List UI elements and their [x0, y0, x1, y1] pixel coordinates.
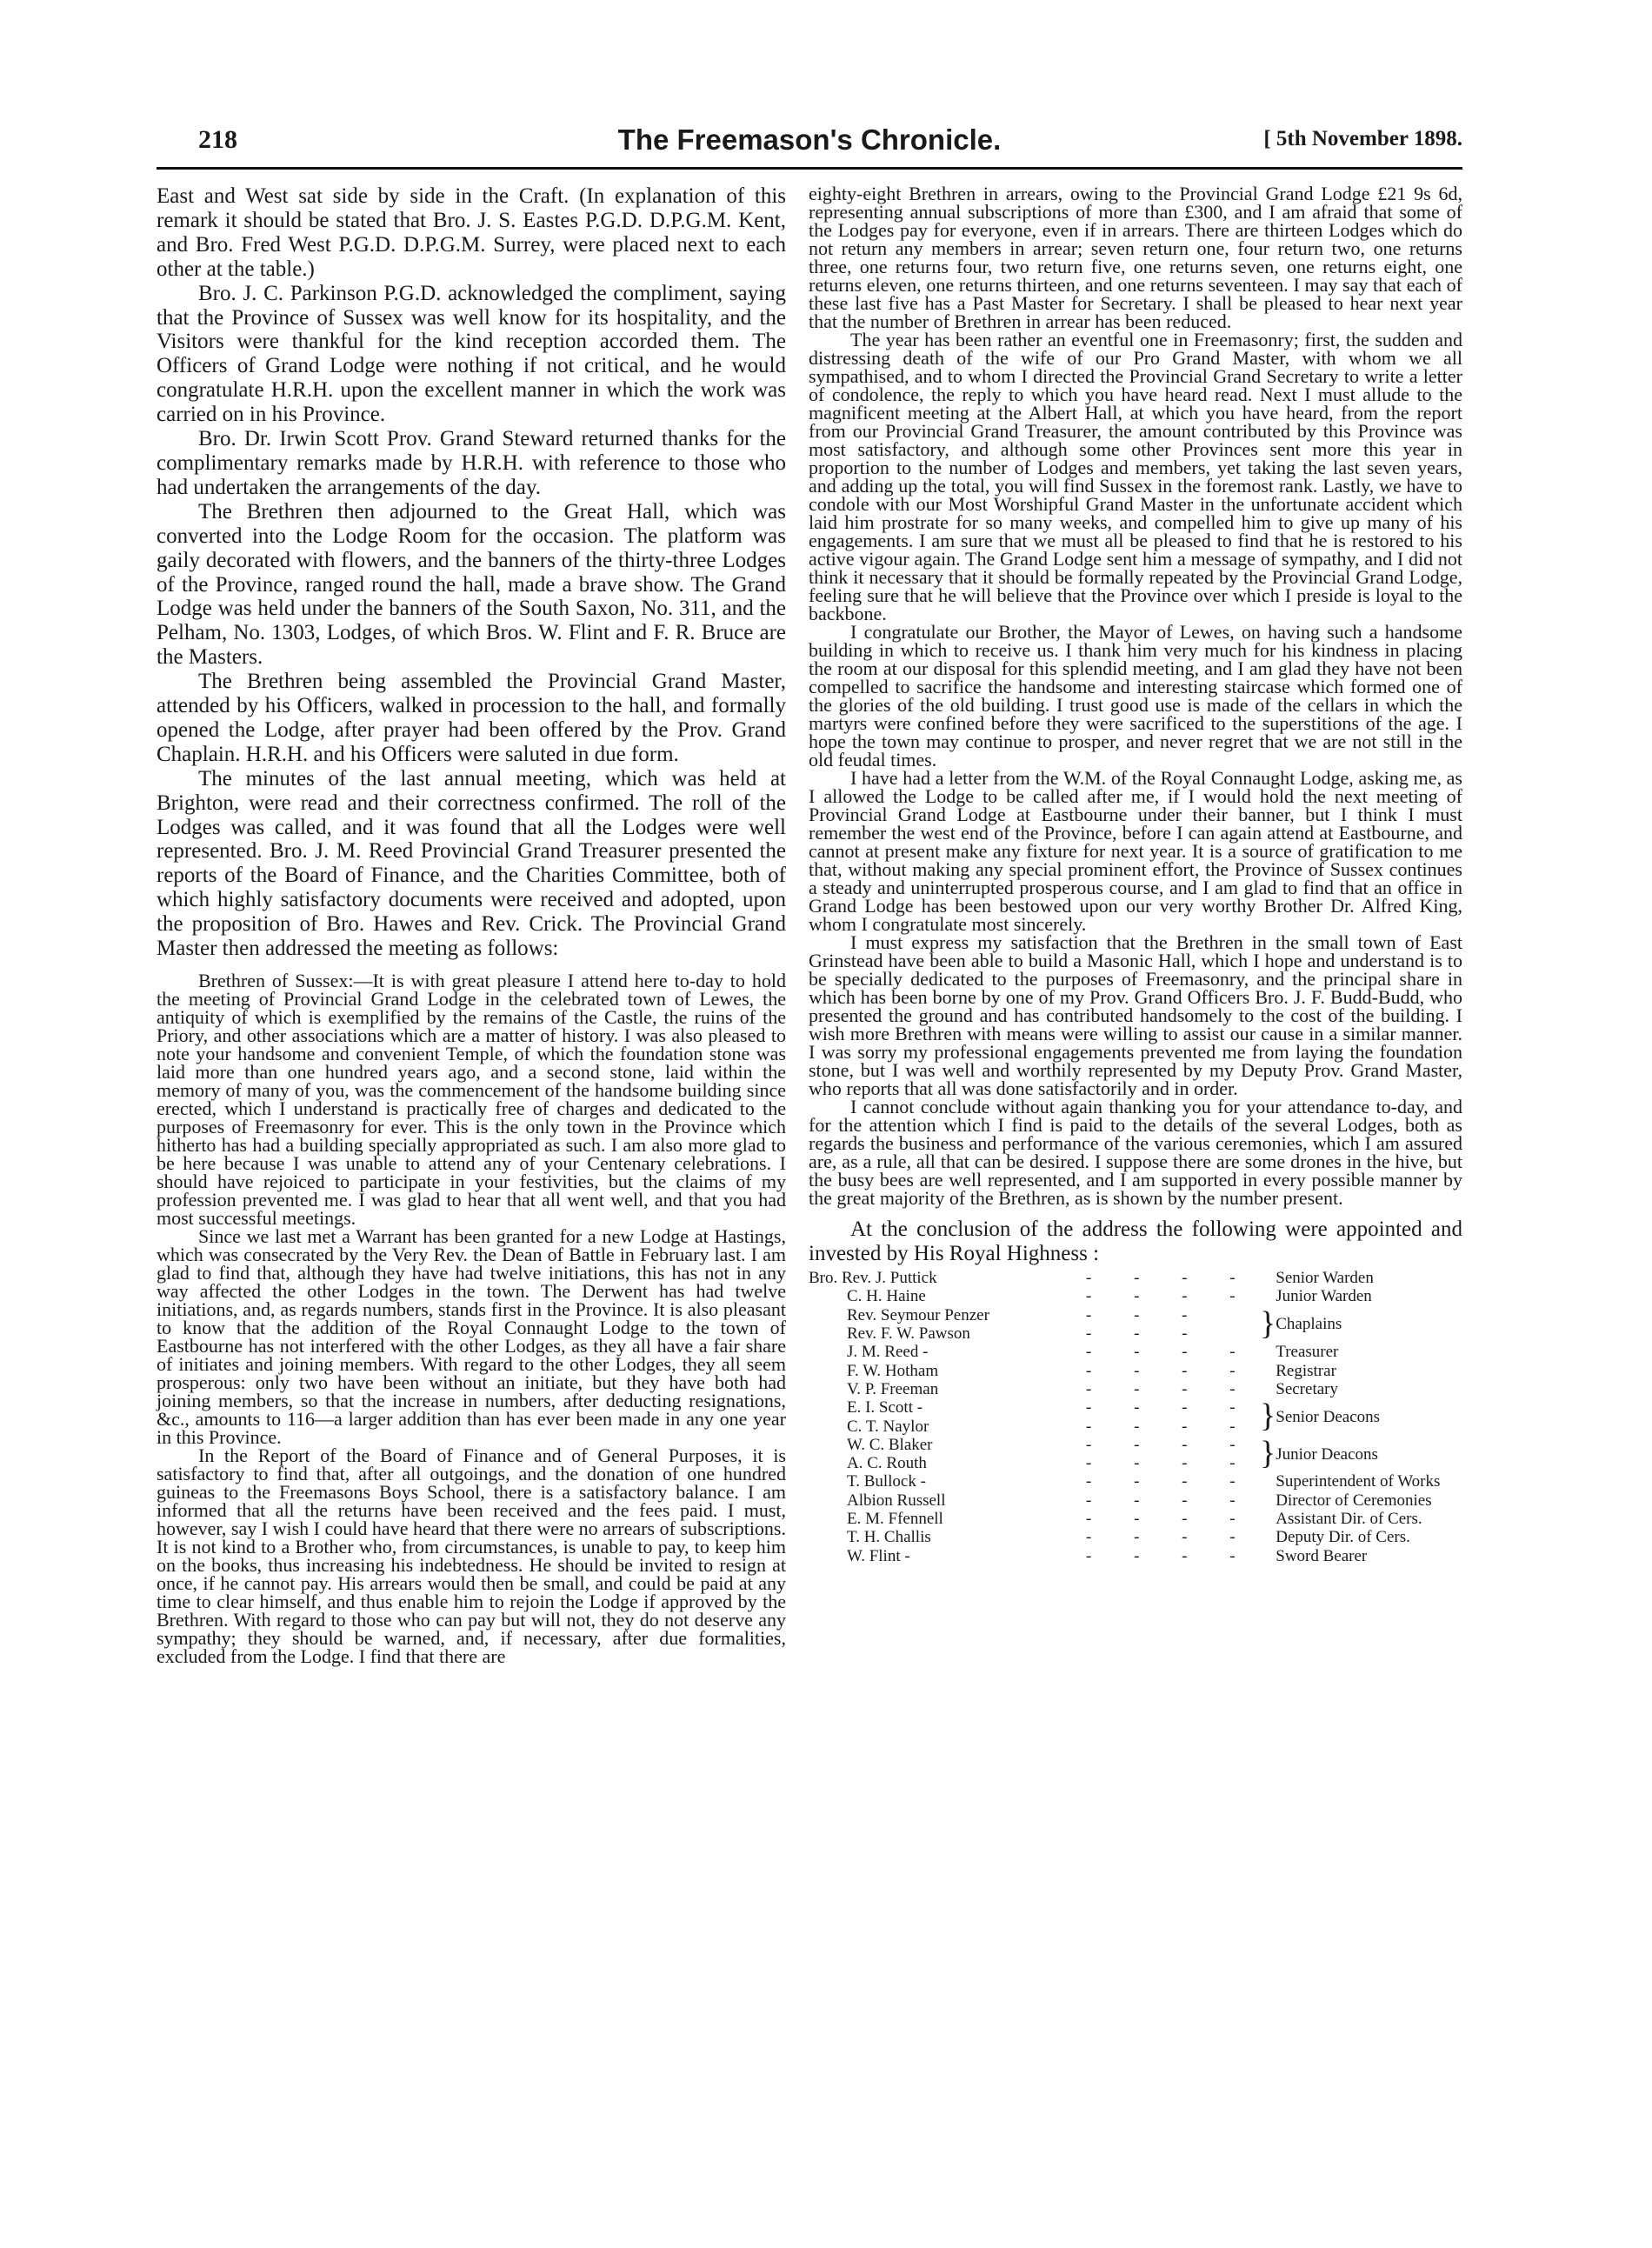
page-header [157, 125, 1462, 158]
officer-name: E. M. Ffennell [847, 1510, 943, 1529]
page-number: 218 [198, 125, 237, 154]
leader-dashes: - - - - [1086, 1546, 1255, 1565]
right-column [809, 184, 1462, 1565]
address-continued [809, 184, 1462, 1207]
report-paragraph: Bro. Dr. Irwin Scott Prov. Grand Steward returned thanks for the complimentary remarks made by H.R.H. with reference to those who had undertaken the arrangements of the day. [157, 427, 786, 499]
address-section [157, 971, 786, 1665]
leader-dashes: - - - - [1086, 1269, 1255, 1288]
leader-dashes: - - - - [1086, 1379, 1255, 1398]
leader-dashes: - - - - [1086, 1398, 1255, 1418]
publication-title: The Freemason's Chronicle. [617, 123, 1002, 156]
officer-row [809, 1491, 1440, 1510]
officer-row [809, 1398, 1440, 1417]
officer-office: Superintendent of Works [1276, 1472, 1441, 1491]
officer-row [809, 1362, 1440, 1380]
officer-row [809, 1306, 1440, 1324]
leader-dashes: - - - - [1086, 1343, 1255, 1362]
report-paragraph: The Brethren being assembled the Provincial Grand Master, attended by his Officers, walked in procession to the hall, and formally opened the Lodge, after prayer had been offered by the Prov. Grand Chaplain. H.R.H. and his Officers were saluted in due form. [157, 670, 786, 766]
address-paragraph: In the Report of the Board of Finance and of General Purposes, it is satisfactory to find that, after all outgoings, and the donation of one hundred guineas to the Freemasons Boys School, there is a satisfactory balance. I am informed that all the returns have been received and the fees paid. I must, however, say I wish I could have heard that there were no arrears of subscriptions. It is not kind to a Brother who, from circumstances, is unable to pay, to keep him on the books, thus increasing his indebtedness. He should be invited to resign at once, if he cannot pay. His arrears would then be small, and could be paid at any time to clear himself, and thus enable him to rejoin the Lodge if approved by the Brethren. With regard to those who can pay but will not, they do not deserve any sympathy; they should be warned, and, if necessary, after due formalities, excluded from the Lodge. I find that there are [157, 1444, 786, 1667]
officer-name: V. P. Freeman [847, 1379, 939, 1398]
leader-dashes: - - - - [1086, 1491, 1255, 1510]
address-paragraph: The year has been rather an eventful one in Freemasonry; first, the sudden and distressing death of the wife of our Pro Grand Master, with whom we all sympathised, and to whom I directed the Provincial Grand Secretary to write a letter of condolence, the reply to which you have heard read. Next I must allude to the magnificent meeting at the Albert Hall, at which you have heard, from the report from our Provincial Grand Treasurer, the amount contributed by this Province was most satisfactory, and although some other Provinces sent more this year in proportion to the number of Lodges and members, yet taking the last seven years, and adding up the total, you will find Sussex in the foremost rank. Lastly, we have to condole with our Most Worshipful Grand Master in the unfortunate accident which laid him prostrate for so many weeks, and compelled him to give up many of his engagements. I am sure that we must all be pleased to find that he is restored to his active vigour again. The Grand Lodge sent him a message of sympathy, and I did not think it necessary that it should be formally repeated by the Provincial Grand Lodge, feeling sure that he will believe that the Province over which I preside is loyal to the backbone. [809, 329, 1462, 624]
officer-name: C. H. Haine [847, 1287, 926, 1306]
leader-dashes: - - - - [1086, 1417, 1255, 1436]
officer-row [809, 1436, 1440, 1454]
officer-name: J. M. Reed - [847, 1343, 929, 1362]
officer-office: Deputy Dir. of Cers. [1276, 1528, 1410, 1547]
officer-name: F. W. Hotham [847, 1361, 939, 1380]
brace-icon: } [1260, 1397, 1276, 1435]
address-paragraph: I have had a letter from the W.M. of the Royal Connaught Lodge, asking me, as I allowed the Lodge to be called after me, if I would hold the next meeting of Provincial Grand Lodge at Eastbourne under their banner, but I think I must remember the west end of the Province, before I can again attend at Eastbourne, and cannot at present make any fixture for next year. It is a source of gratification to me that, without making any special prominent effort, the Province of Sussex continues a steady and uninterrupted prosperous course, and I am glad to find that an office in Grand Lodge has been bestowed upon our very worthy Brother Dr. Alfred King, whom I congratulate most sincerely. [809, 767, 1462, 935]
officer-office: Assistant Dir. of Cers. [1276, 1510, 1422, 1529]
officer-row [809, 1269, 1440, 1287]
officer-row [809, 1547, 1440, 1565]
appointments-intro-block [809, 1217, 1462, 1265]
left-column [157, 184, 786, 1665]
officer-name: W. Flint - [847, 1546, 910, 1565]
officer-name: Rev. Seymour Penzer [847, 1305, 989, 1324]
address-paragraph: eighty-eight Brethren in arrears, owing to the Provincial Grand Lodge £21 9s 6d, representing annual subscriptions of more than £300, and I am afraid that some of the Lodges pay for everyone, even if in arrears. There are thirteen Lodges which do not return any members in arrear; seven return one, four return two, one returns three, one returns four, two return five, one returns seven, one returns eight, one returns eleven, one returns thirteen, and one returns seventeen. I may say that each of these last five has a Past Master for Secretary. I shall be pleased to hear next year that the number of Brethren in arrear has been reduced. [809, 183, 1462, 332]
report-paragraph: East and West sat side by side in the Craft. (In explanation of this remark it should be stated that Bro. J. S. Eastes P.G.D. D.P.G.M. Kent, and Bro. Fred West P.G.D. D.P.G.M. Surrey, were placed next to each other at the table.) [157, 184, 786, 281]
appointments-intro: At the conclusion of the address the following were appointed and invested by His Royal Highness : [809, 1217, 1462, 1265]
officer-name: A. C. Routh [847, 1454, 927, 1473]
officer-row [809, 1287, 1440, 1305]
officer-office: Senior Deacons [1276, 1407, 1381, 1426]
officer-name: Bro. Rev. J. Puttick [809, 1269, 937, 1288]
address-paragraph: Brethren of Sussex:—It is with great pleasure I attend here to-day to hold the meeting of Provincial Grand Lodge in the celebrated town of Lewes, the antiquity of which is exemplified by the remains of the Castle, the ruins of the Priory, and other associations which are a matter of history. I was also pleased to note your handsome and convenient Temple, of which the foundation stone was laid more than one hundred years ago, and a second stone, laid within the memory of many of you, was the commencement of the handsome building since erected, which I understand is practically free of charges and dedicated to the purposes of Freemasonry for ever. This is the only town in the Province which hitherto has had a building specially appropriated as such. I am also more glad to be here because I was unable to attend any of your Centenary celebrations. I should have rejoiced to participate in your festivities, but the claims of my profession prevented me. I was glad to hear that all went well, and that you had most successful meetings. [157, 970, 786, 1229]
leader-dashes: - - - [1086, 1305, 1207, 1324]
officers-table [809, 1269, 1440, 1565]
leader-dashes: - - - - [1086, 1287, 1255, 1306]
leader-dashes: - - - - [1086, 1435, 1255, 1454]
officer-office: Secretary [1276, 1379, 1338, 1398]
officer-row [809, 1472, 1440, 1491]
officer-office: Sword Bearer [1276, 1546, 1368, 1565]
officer-name: T. H. Challis [847, 1528, 931, 1547]
leader-dashes: - - - [1086, 1324, 1207, 1344]
officer-row [809, 1343, 1440, 1361]
brace-icon: } [1260, 1434, 1276, 1471]
officer-office: Junior Deacons [1276, 1444, 1378, 1464]
officer-office: Junior Warden [1276, 1287, 1372, 1306]
address-paragraph: I congratulate our Brother, the Mayor of Lewes, on having such a handsome building in which to receive us. I thank him very much for his kindness in placing the room at our disposal for this splendid meeting, and I am glad they have not been compelled to sacrifice the handsome and interesting staircase which formed one of the glories of the old building. I trust good use is made of the cellars in which the martyrs were confined before they were sacrificed to the superstitions of the age. I hope the town may continue to prosper, and never regret that we are not still in the old feudal times. [809, 621, 1462, 770]
leader-dashes: - - - - [1086, 1510, 1255, 1529]
address-paragraph: I cannot conclude without again thanking you for your attendance to-day, and for the attention which I find is paid to the details of the several Lodges, both as regards the business and performance of the various ceremonies, which I am assured are, as a rule, all that can be desired. I suppose there are some drones in the hive, but the busy bees are well represented, and I am supported in every possible manner by the great majority of the Brethren, as is shown by the number present. [809, 1096, 1462, 1209]
officer-name: C. T. Naylor [847, 1417, 929, 1436]
address-paragraph: I must express my satisfaction that the Brethren in the small town of East Grinstead have been able to build a Masonic Hall, which I hope and understand is to be specially dedicated to the purposes of Freemasonry, and the principal share in which has been borne by one of my Prov. Grand Officers Bro. J. F. Budd-Budd, who presented the ground and has contributed handsomely to the cost of the building. I wish more Brethren with means were willing to assist our cause in a similar manner. I was sorry my professional engagements prevented me from laying the foundation stone, but I was well and worthily represented by my Deputy Prov. Grand Master, who reports that all was done satisfactorily and in order. [809, 931, 1462, 1099]
leader-dashes: - - - - [1086, 1528, 1255, 1547]
leader-dashes: - - - - [1086, 1454, 1255, 1473]
officer-office: Treasurer [1276, 1343, 1339, 1362]
officer-row [809, 1528, 1440, 1546]
officer-office: Director of Ceremonies [1276, 1491, 1432, 1510]
officer-name: W. C. Blaker [847, 1435, 933, 1454]
officer-name: Albion Russell [847, 1491, 946, 1510]
officer-name: Rev. F. W. Pawson [847, 1324, 970, 1344]
officer-name: E. I. Scott - [847, 1398, 923, 1418]
report-paragraph: Bro. J. C. Parkinson P.G.D. acknowledged the compliment, saying that the Province of Sussex was well know for its hospitality, and the Visitors were thankful for the kind reception accorded them. The Officers of Grand Lodge were nothing if not critical, and he would congratulate H.R.H. upon the excellent manner in which the work was carried on in his Province. [157, 281, 786, 427]
officer-name: T. Bullock - [847, 1472, 926, 1491]
officer-office: Registrar [1276, 1361, 1336, 1380]
report-section [157, 184, 786, 961]
report-paragraph: The minutes of the last annual meeting, which was held at Brighton, were read and their correctness confirmed. The roll of the Lodges was called, and it was found that all the Lodges were well represented. Bro. J. M. Reed Provincial Grand Treasurer presented the reports of the Board of Finance, and the Charities Committee, both of which highly satisfactory documents were received and adopted, upon the proposition of Bro. Hawes and Rev. Crick. The Provincial Grand Master then addressed the meeting as follows: [157, 766, 786, 961]
report-paragraph: The Brethren then adjourned to the Great Hall, which was converted into the Lodge Room for the occasion. The platform was gaily decorated with flowers, and the banners of the thirty-three Lodges of the Province, ranged round the hall, made a brave show. The Grand Lodge was held under the banners of the South Saxon, No. 311, and the Pelham, No. 1303, Lodges, of which Bros. W. Flint and F. R. Bruce are the Masters. [157, 499, 786, 670]
officer-row [809, 1510, 1440, 1528]
address-paragraph: Since we last met a Warrant has been granted for a new Lodge at Hastings, which was consecrated by the Very Rev. the Dean of Battle in February last. I am glad to find that, although they have had twelve initiations, this has not in any way affected the other Lodges in the town. The Derwent has had twelve initiations, and, as regards numbers, stands first in the Province. It is also pleasant to know that the addition of the Royal Connaught Lodge to the town of Eastbourne has not interfered with the other Lodges, as they all have a fair share of initiates and joining members. With regard to the other Lodges, they all seem prosperous: only two have been without an initiate, but they have both had joining members, so that the increase in numbers, after deducting resignations, &c., amounts to 116—a larger addition than has ever been made in any one year in this Province. [157, 1225, 786, 1448]
officer-office: Chaplains [1276, 1315, 1342, 1334]
leader-dashes: - - - - [1086, 1361, 1255, 1380]
issue-date: [ 5th November 1898. [1263, 127, 1462, 150]
officer-row [809, 1380, 1440, 1398]
leader-dashes: - - - - [1086, 1472, 1255, 1491]
brace-icon: } [1260, 1304, 1276, 1342]
officer-office: Senior Warden [1276, 1269, 1374, 1288]
header-rule [157, 167, 1462, 170]
